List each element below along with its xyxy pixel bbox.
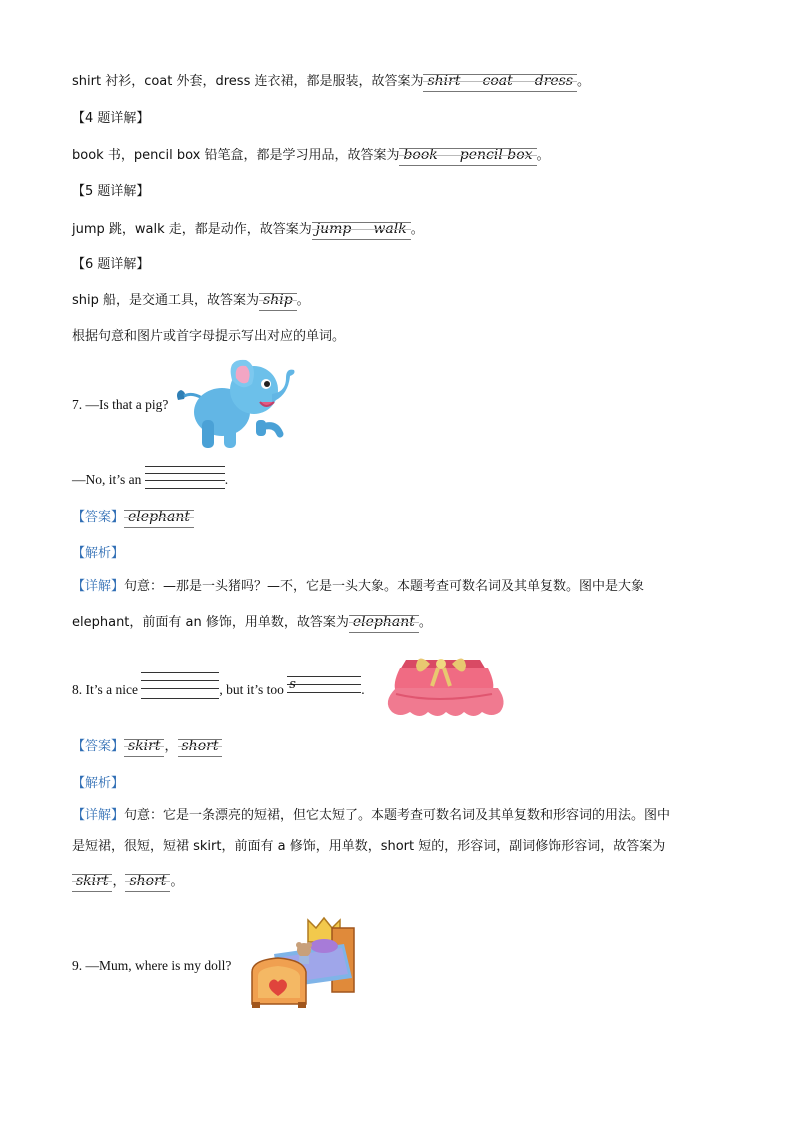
q8-end: . [361, 682, 365, 698]
q5-detail-text: jump 跳，walk 走，都是动作，故答案为 [72, 222, 312, 237]
q8-answer-line [72, 737, 222, 756]
q3-answer-3: dress [534, 73, 574, 89]
q8-hint-letter: s [289, 677, 296, 692]
q7-detail-label: 【详解】 [72, 579, 125, 594]
q5-detail-line [72, 220, 424, 239]
q8-answer-label: 【答案】 [72, 739, 125, 754]
q8-detail-answer-2: short [129, 873, 167, 889]
q7-answer-label: 【答案】 [72, 510, 125, 525]
q4-header: 【4 题详解】 [72, 111, 150, 126]
q5-answer-2: walk [373, 221, 407, 237]
q4-answer-1: book [403, 147, 438, 163]
q8-detail-line2: 是短裙，很短，短裙 skirt，前面有 a 修饰，用单数，short 短的，形容词，副词修饰形容词，故答案为 [72, 839, 666, 854]
q8-blank-1[interactable] [141, 676, 219, 706]
q8-detail-answer-box-2 [125, 872, 170, 890]
q8-answer-1: skirt [128, 738, 161, 754]
q8-detail-line1 [72, 807, 670, 825]
q8-detail-text1: 句意：它是一条漂亮的短裙，但它太短了。本题考查可数名词及其单复数和形容词的用法。图中 [124, 808, 671, 823]
q8-middle: , but it’s too [219, 682, 284, 698]
q8-answer-box-1 [124, 737, 164, 755]
q7-answer-line [72, 508, 194, 527]
q3-end: 。 [577, 74, 591, 89]
skirt-image [382, 648, 510, 724]
q7-detail-answer: elephant [352, 614, 415, 630]
q4-end: 。 [536, 148, 550, 163]
q8-detail-end: 。 [170, 874, 184, 889]
q7-detail-line1 [72, 578, 644, 596]
q5-header: 【5 题详解】 [72, 184, 150, 199]
q9-question: 9. —Mum, where is my doll? [72, 958, 232, 973]
q8-detail-line3 [72, 872, 183, 891]
q7-detail-answer-box [349, 613, 419, 631]
q7-answer: elephant [128, 509, 191, 525]
q8-analysis-label: 【解析】 [72, 776, 125, 791]
q8-detail-sep: ， [112, 874, 126, 889]
q7-detail-text1: 句意：—那是一头猪吗？—不，它是一头大象。本题考查可数名词及其单复数。图中是大象 [124, 579, 645, 594]
q7-question: 7. —Is that a pig? [72, 397, 169, 412]
q8-blank-2[interactable] [287, 676, 361, 706]
q8-answer-2: short [181, 738, 219, 754]
q4-detail-line [72, 146, 550, 165]
q8-answer-sep: ， [164, 739, 178, 754]
q8-prefix: 8. It’s a nice [72, 682, 138, 698]
q7-detail-line2 [72, 613, 432, 632]
elephant-image [174, 350, 296, 454]
q7-detail-text2: elephant，前面有 an 修饰，用单数，故答案为 [72, 615, 349, 630]
q8-detail-answer-box-1 [72, 872, 112, 890]
q6-answer-box [259, 291, 297, 309]
q7-blank[interactable] [145, 466, 225, 496]
q3-answer-1: shirt [427, 73, 461, 89]
q6-detail-line [72, 291, 310, 310]
q5-answer-box [312, 220, 411, 238]
q8-question-line [72, 676, 365, 706]
q6-detail-text: ship 船，是交通工具，故答案为 [72, 293, 260, 308]
q3-answer-2: coat [482, 73, 513, 89]
q3-detail-text: shirt 衬衫，coat 外套，dress 连衣裙，都是服装，故答案为 [72, 74, 424, 89]
q4-answer-box [399, 146, 536, 164]
q7-analysis-label: 【解析】 [72, 546, 125, 561]
q8-detail-answer-1: skirt [76, 873, 109, 889]
q8-answer-box-2 [178, 737, 223, 755]
q7-answer-box [124, 508, 194, 526]
q6-header: 【6 题详解】 [72, 257, 150, 272]
q6-end: 。 [296, 293, 310, 308]
q3-answer-box [423, 72, 577, 90]
q8-detail-label: 【详解】 [72, 808, 125, 823]
q3-detail-line [72, 72, 590, 91]
q6-answer-1: ship [263, 292, 293, 308]
q5-end: 。 [410, 222, 424, 237]
q7-reply-prefix: —No, it’s an [72, 472, 142, 488]
section-instruction: 根据句意和图片或首字母提示写出对应的单词。 [72, 329, 346, 344]
q4-answer-2: pencil box [459, 147, 533, 163]
q7-detail-end: 。 [418, 615, 432, 630]
q7-reply-end: . [224, 472, 229, 488]
bed-with-doll-image [246, 914, 358, 1010]
q5-answer-1: jump [315, 221, 352, 237]
q4-detail-text: book 书，pencil box 铅笔盒，都是学习用品，故答案为 [72, 148, 400, 163]
q7-reply-line [72, 466, 228, 496]
